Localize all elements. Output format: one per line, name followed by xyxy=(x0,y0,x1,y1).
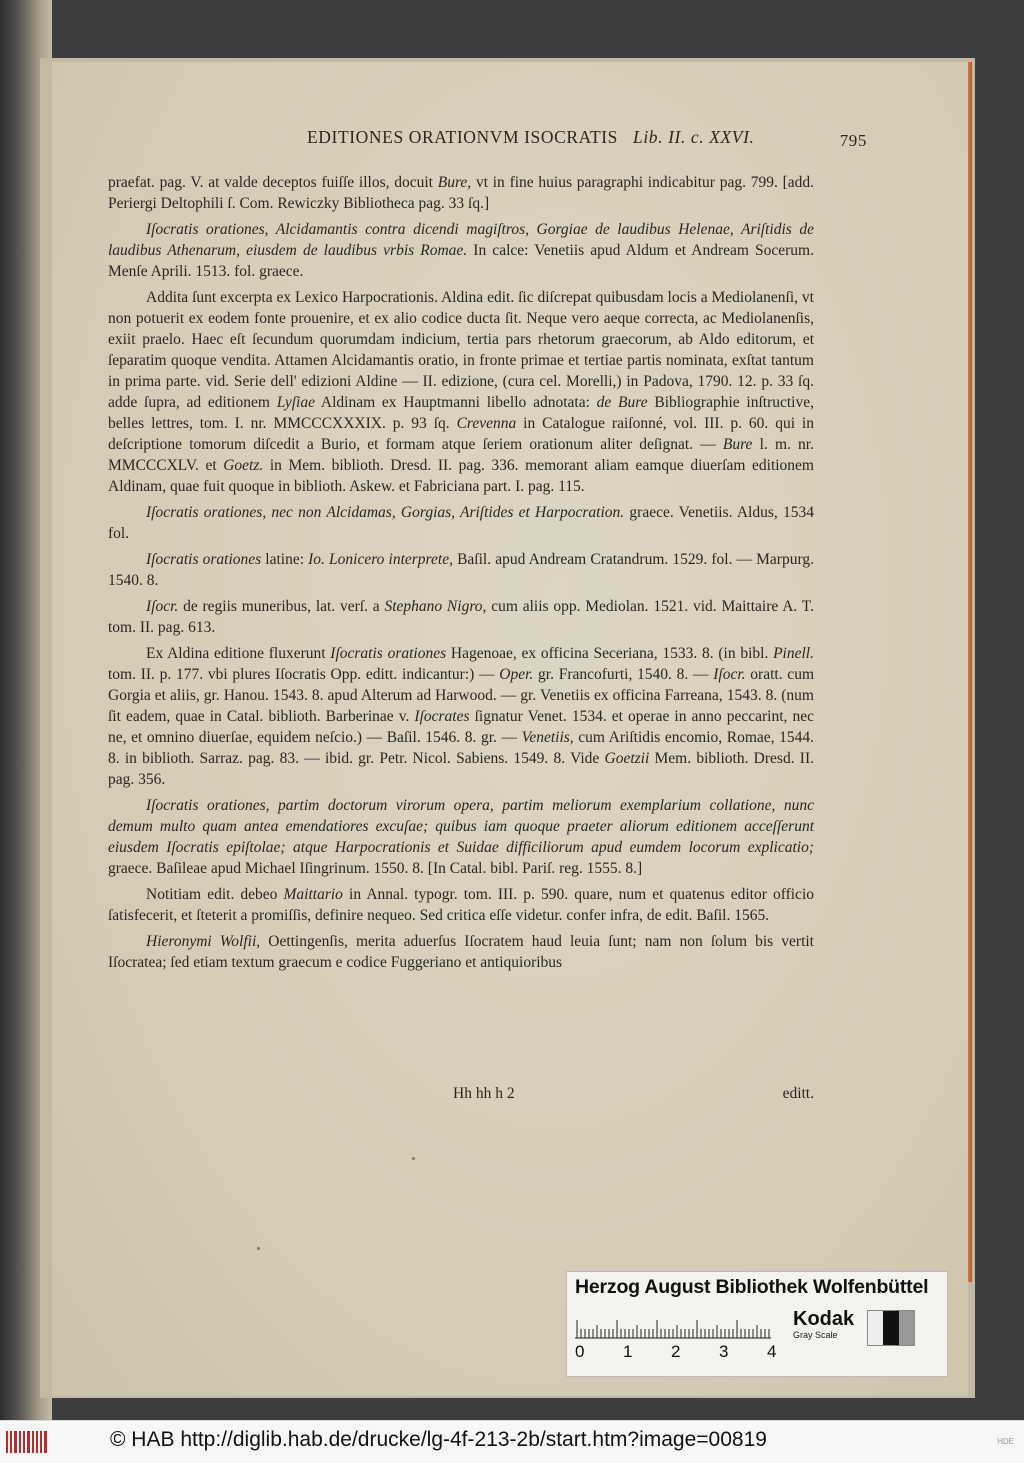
italic-text: Venetiis, xyxy=(521,729,574,746)
ruler xyxy=(575,1310,777,1361)
italic-text: Stephano Nigro, xyxy=(384,598,487,615)
text-run: Notitiam edit. debeo xyxy=(146,886,284,903)
swatch-white xyxy=(868,1311,883,1345)
page-number: 795 xyxy=(839,131,867,150)
italic-text: Hieronymi Wolfii, xyxy=(146,933,261,950)
text-run: Ex Aldina editione fluxerunt xyxy=(146,645,331,662)
ruler-number: 1 xyxy=(623,1342,633,1361)
text-run: Aldinam ex Hauptmanni libello adnotata: xyxy=(314,394,597,411)
ruler-number: 0 xyxy=(575,1342,585,1361)
swatch-gray xyxy=(899,1311,914,1345)
italic-text: Goetz. xyxy=(223,457,264,474)
paragraph xyxy=(108,287,814,497)
text-run: in Annal. typogr. tom. III. p. 590. quare, num et quatenus editor officio ſatisfecerit, et ſteterit a promiſſis, definire nequeo. Sed critica eſſe videtur. confer infra, de edit. Baſil. 1565. xyxy=(108,886,814,924)
running-head-title: EDITIONES ORATIONVM ISOCRATIS xyxy=(307,127,619,147)
kodak-logo: Kodak xyxy=(793,1308,855,1330)
page-footer-line xyxy=(108,1085,814,1106)
italic-text: Iſocratis orationes, partim doctorum virorum opera, partim meliorum exemplarium collatione, nunc demum multo quam antea emendatiores excuſae; quibus iam quoque praeter aliorum editionem acceſſerunt eiusdem Iſocratis epiſtolae; atque Harpocrationis et Suidae difficiliorum apud eumdem locorum explicatio; xyxy=(108,797,814,856)
text-run: cum aliis opp. Mediolan. 1521. vid. Maittaire A. T. tom. II. pag. 613. xyxy=(108,598,814,636)
ruler-numbers xyxy=(575,1342,775,1362)
italic-text: Iſocr. xyxy=(146,598,179,615)
paragraph xyxy=(108,549,814,591)
italic-text: Goetzii xyxy=(604,750,650,767)
italic-text: Bure xyxy=(722,436,753,453)
paragraph xyxy=(108,643,814,790)
text-run: In calce: Venetiis apud Aldum et Andream Socerum. Menſe Aprili. 1513. fol. graece. xyxy=(108,242,814,280)
italic-text: de Bure xyxy=(596,394,648,411)
text-run: graece. Venetiis. Aldus, 1534 fol. xyxy=(108,504,815,542)
hab-logo-icon xyxy=(6,1431,48,1453)
text-run: ſignatur Venet. 1534. et operae in anno peccarint, nec ne, et omnino diuerſae, equidem neſcio.) — Baſil. 1546. 8. gr. — xyxy=(108,708,814,746)
paragraph xyxy=(108,172,814,214)
text-run: tom. II. p. 177. vbi plures Iſocratis Opp. editt. indicantur:) — xyxy=(108,666,500,683)
text-run: graece. Baſileae apud Michael Iſingrinum. 1550. 8. [In Catal. bibl. Pariſ. reg. 1555. 8.] xyxy=(108,860,643,877)
gray-scale-label: Gray Scale xyxy=(793,1330,838,1340)
viewer-footer xyxy=(0,1420,1024,1463)
italic-text: Crevenna xyxy=(456,415,517,432)
italic-text: Iſocratis orationes xyxy=(330,645,447,662)
ruler-ticks xyxy=(575,1310,775,1340)
body-text xyxy=(108,172,814,978)
italic-text: Iſocratis orationes, Alcidamantis contra dicendi magiſtros, Gorgiae de laudibus Helenae, Ariſtidis de laudibus Athenarum, eiusdem de laudibus vrbis Romae. xyxy=(108,221,814,259)
book-page xyxy=(52,62,968,1396)
text-run: latine: xyxy=(261,551,309,568)
text-run: vt in fine huius paragraphi indicabitur pag. 799. [add. Periergi Deltophili ſ. Com. Rewiczky Bibliotheca pag. 33 ſq.] xyxy=(108,174,814,212)
text-run: Hagenoae, ex officina Seceriana, 1533. 8. (in bibl. xyxy=(446,645,774,662)
paragraph xyxy=(108,502,814,544)
institution-name: Herzog August Bibliothek Wolfenbüttel xyxy=(575,1276,929,1298)
paragraph xyxy=(108,884,814,926)
catchword: editt. xyxy=(782,1085,814,1102)
running-head xyxy=(307,127,867,148)
italic-text: Oper. xyxy=(499,666,534,683)
italic-text: Iſocratis orationes xyxy=(146,551,262,568)
paragraph xyxy=(108,596,814,638)
italic-text: Iſocratis orationes, nec non Alcidamas, Gorgias, Ariſtides et Harpocration. xyxy=(146,504,625,521)
paragraph xyxy=(108,219,814,282)
footer-mark: HDE xyxy=(997,1437,1014,1446)
ruler-number: 4 xyxy=(767,1342,777,1361)
ruler-number: 3 xyxy=(719,1342,729,1361)
italic-text: Maittario xyxy=(283,886,343,903)
text-run: Bibliographie inſtructive, belles lettres, tom. I. nr. MMCCCXXXIX. p. 93 ſq. xyxy=(108,394,814,432)
text-run: in Catalogue raiſonné, vol. III. p. 60. qui in deſcriptione tomorum diſcedit a Burio, et formam atque ſeriem orationum aliter deſignat. — xyxy=(108,415,814,453)
ruler-number: 2 xyxy=(671,1342,681,1361)
text-run: cum Ariſtidis encomio, Romae, 1544. 8. in biblioth. Sarraz. pag. 83. — ibid. gr. Petr. Nicol. Sabiens. 1549. 8. Vide xyxy=(108,729,814,767)
copyright-url[interactable]: © HAB http://diglib.hab.de/drucke/lg-4f-213-2b/start.htm?image=00819 xyxy=(110,1428,767,1451)
text-run: Addita ſunt excerpta ex Lexico Harpocrationis. Aldina edit. ſic diſcrepat quibusdam locis a Mediolanenſi, vt non potuerit ex eodem fonte prouenire, et ex alio codice ducta ſit. Neque vero aeque correcta, ac Mediolanenſis, exiit praelo. Haec eſt ſecundum quorumdam indicium, tertia pars rhetorum graecorum, ab Aldo editorum, et ſeparatim quoque vendita. Attamen Alcidamantis oratio, in fronte primae et tertiae partis nominata, exſtat tantum in prima parte. vid. Serie dell' edizioni Aldine — II. edizione, (cura cel. Morelli,) in Padova, 1790. 12. p. 33 ſq. adde ſupra, ad editionem xyxy=(108,289,814,411)
italic-text: Iſocrates xyxy=(414,708,470,725)
gray-swatches xyxy=(867,1310,915,1346)
text-run: de regiis muneribus, lat. verſ. a xyxy=(178,598,385,615)
text-run: gr. Francofurti, 1540. 8. — xyxy=(533,666,714,683)
paper-speck xyxy=(257,1247,260,1250)
text-run: praefat. pag. V. at valde deceptos fuiſſe illos, docuit xyxy=(108,174,438,191)
paragraph xyxy=(108,931,814,973)
italic-text: Bure, xyxy=(437,174,472,191)
paragraph xyxy=(108,795,814,879)
text-run: Mem. biblioth. Dresd. II. pag. 356. xyxy=(108,750,814,788)
running-head-chapter: Lib. II. c. XXVI. xyxy=(633,127,755,147)
paper-speck xyxy=(412,1157,415,1160)
text-run: Oettingenſis, merita aduerſus Iſocratem haud leuia ſunt; nam non ſolum bis vertit Iſocratea; ſed etiam textum graecum e codice Fuggeriano et antiquioribus xyxy=(108,933,814,971)
library-color-target xyxy=(566,1271,948,1377)
text-run: Baſil. apud Andream Cratandrum. 1529. fol. — Marpurg. 1540. 8. xyxy=(108,551,814,589)
text-run: oratt. cum Gorgia et aliis, gr. Hanou. 1543. 8. apud Alterum ad Harwood. — gr. Venetiis ex officina Farreana, 1543. 8. (num ſit eadem, quae in Catal. biblioth. Barberinae v. xyxy=(108,666,814,725)
italic-text: Lyſiae xyxy=(276,394,315,411)
text-run: l. m. nr. MMCCCXLV. et xyxy=(108,436,814,474)
italic-text: Pinell. xyxy=(773,645,814,662)
swatch-black xyxy=(883,1311,898,1345)
signature-mark: Hh hh h 2 xyxy=(453,1085,515,1102)
text-run: in Mem. biblioth. Dresd. II. pag. 336. memorant aliam eamque diuerſam editionem Aldinam, quae fuit quoque in biblioth. Askew. et Fabriciana part. I. pag. 115. xyxy=(108,457,814,495)
italic-text: Iſocr. xyxy=(713,666,746,683)
italic-text: Io. Lonicero interprete, xyxy=(308,551,453,568)
